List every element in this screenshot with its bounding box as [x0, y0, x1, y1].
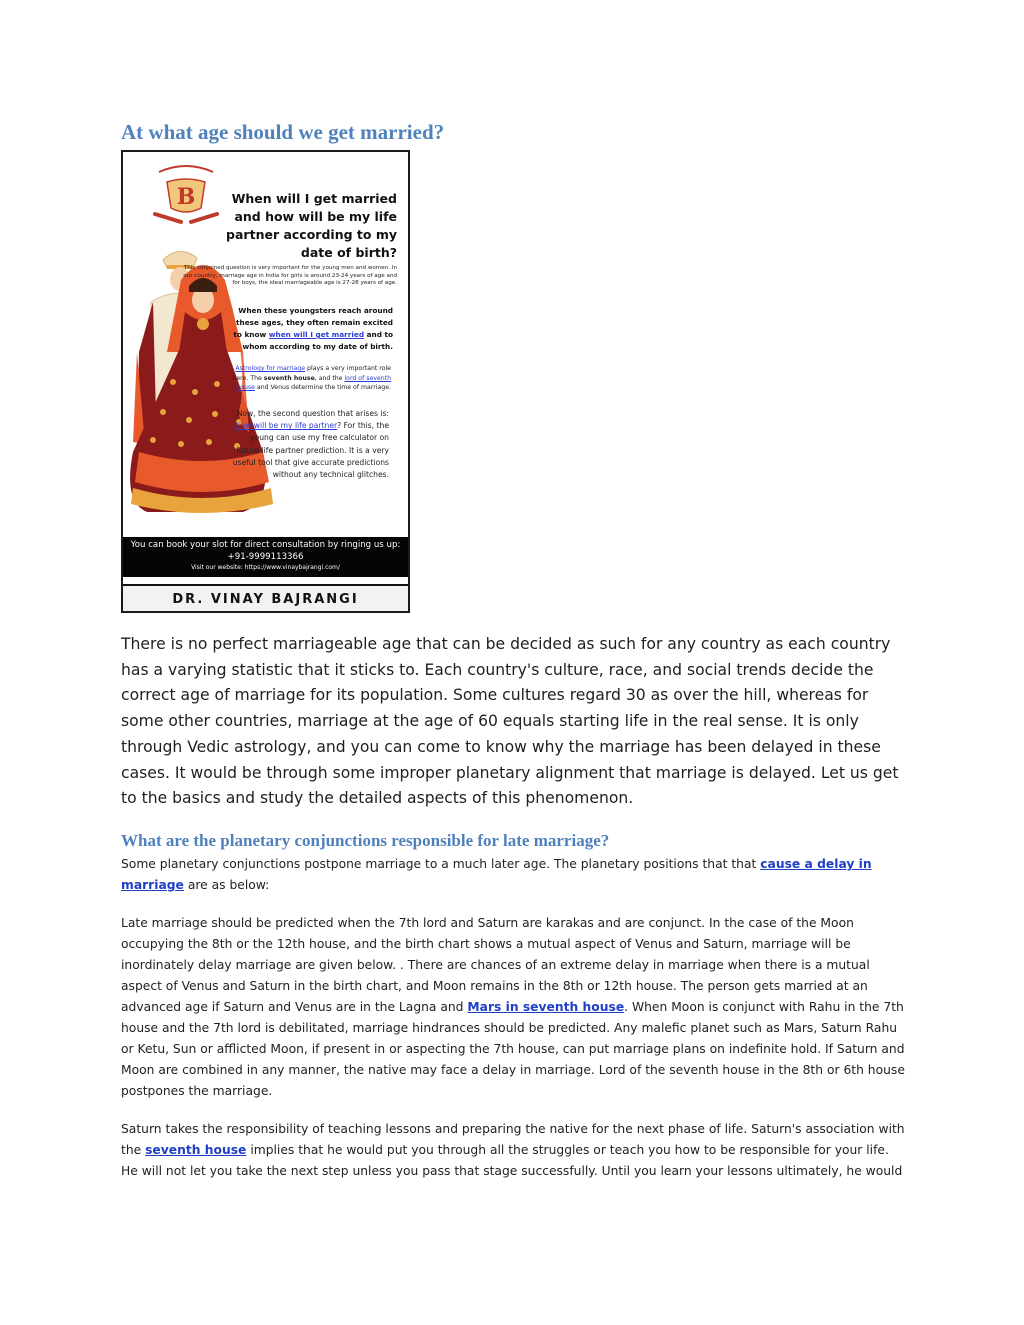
poster-mid-text: Astrology for marriage plays a very important role here. The seventh house, and the lord of seventh house and Venus determine the time of marriage. [232, 365, 391, 392]
paragraph-2: Late marriage should be predicted when the 7th lord and Saturn are karakas and are conjunct. In the case of the Moon occupying the 8th or the 12th house, and the birth chart shows a mutual aspect of Venus and Saturn, marriage will be inordinately delay marriage are given below. . There are chances of an extreme delay in marriage when there is a mutual aspect of Venus and Saturn in the birth chart, and Moon remains in the 8th or 12th house. The person gets married at an advanced age if Saturn and Venus are in the Lagna and Mars in seventh house. When Moon is conjunct with Rahu in the 7th house and the 7th lord is debilitated, marriage hindrances should be predicted. Any malefic planet such as Mars, Saturn Rahu or Ketu, Sun or afflicted Moon, if present in or aspecting the 7th house, can put marriage plans on indefinite hold. If Saturn and Moon are combined in any manner, the native may face a delay in marriage. Lord of the seventh house in the 8th or 6th house postpones the marriage. [121, 916, 905, 1098]
poster-website-text: Visit our website: https://www.vinaybajrangi.com/ [191, 564, 340, 571]
poster-link-when-will-i-get-married[interactable]: when will I get married [268, 330, 365, 339]
poster-contact-text: You can book your slot for direct consultation by ringing us up: +91-9999113366 [130, 540, 401, 562]
svg-text:B: B [176, 184, 196, 210]
article-title: At what age should we get married? [121, 120, 445, 144]
poster-title: When will I get married and how will be my life partner according to my date of birth? [226, 191, 397, 260]
poster-link-life-partner[interactable]: how will be my life partner [235, 421, 338, 431]
poster-link-lord-of-seventh-house[interactable]: lord of seventh house [236, 374, 391, 392]
link-seventh-house[interactable]: seventh house [145, 1143, 247, 1157]
section-heading: What are the planetary conjunctions responsible for late marriage? [121, 831, 610, 850]
poster-image [121, 150, 410, 613]
poster-intro-text: This conjoined question is very important for the young men and women. In our country, marriage age in India for girls is around 23-24 years of age and for boys, the ideal marriageable age is 27-28 years of age. [183, 265, 397, 287]
paragraph-1: Some planetary conjunctions postpone marriage to a much later age. The planetary positions that that cause a delay in marriage are as below: [121, 857, 872, 892]
poster-tail-text: Now, the second question that arises is: how will be my life partner? For this, the young can use my free calculator on future life partner prediction. It is a very useful tool that give accurate predictions without any technical glitches. [232, 409, 389, 480]
intro-paragraph: There is no perfect marriageable age that can be decided as such for any country as each country has a varying statistic that it sticks to. Each country's culture, race, and social trends decide the correct age of marriage for its population. Some cultures regard 30 as over the hill, whereas for some other countries, marriage at the age of 60 equals starting life in the real sense. It is only through Vedic astrology, and you can come to know why the marriage has been delayed in these cases. It would be through some improper planetary alignment that marriage is delayed. Let us get to the basics and study the detailed aspects of this phenomenon. [121, 635, 899, 808]
poster-author-name: DR. VINAY BAJRANGI [123, 584, 408, 613]
link-mars-in-seventh-house[interactable]: Mars in seventh house [467, 1000, 625, 1014]
poster-link-astrology-for-marriage[interactable]: Astrology for marriage [235, 365, 306, 372]
poster-bold-text: When these youngsters reach around these ages, they often remain excited to know when will I get married and to whom according to my date of birth. [233, 306, 393, 351]
vinay-bajrangi-logo [151, 162, 221, 230]
poster-divider [123, 579, 408, 582]
paragraph-3: Saturn takes the responsibility of teaching lessons and preparing the native for the next phase of life. Saturn's association with the seventh house implies that he would put you through all the struggles or teach you how to be responsible for your life. He will not let you take the next step unless you pass that stage successfully. Until you learn your lessons ultimately, he would [121, 1122, 905, 1178]
link-cause-a-delay-in-marriage[interactable]: cause a delay in marriage [121, 857, 872, 892]
